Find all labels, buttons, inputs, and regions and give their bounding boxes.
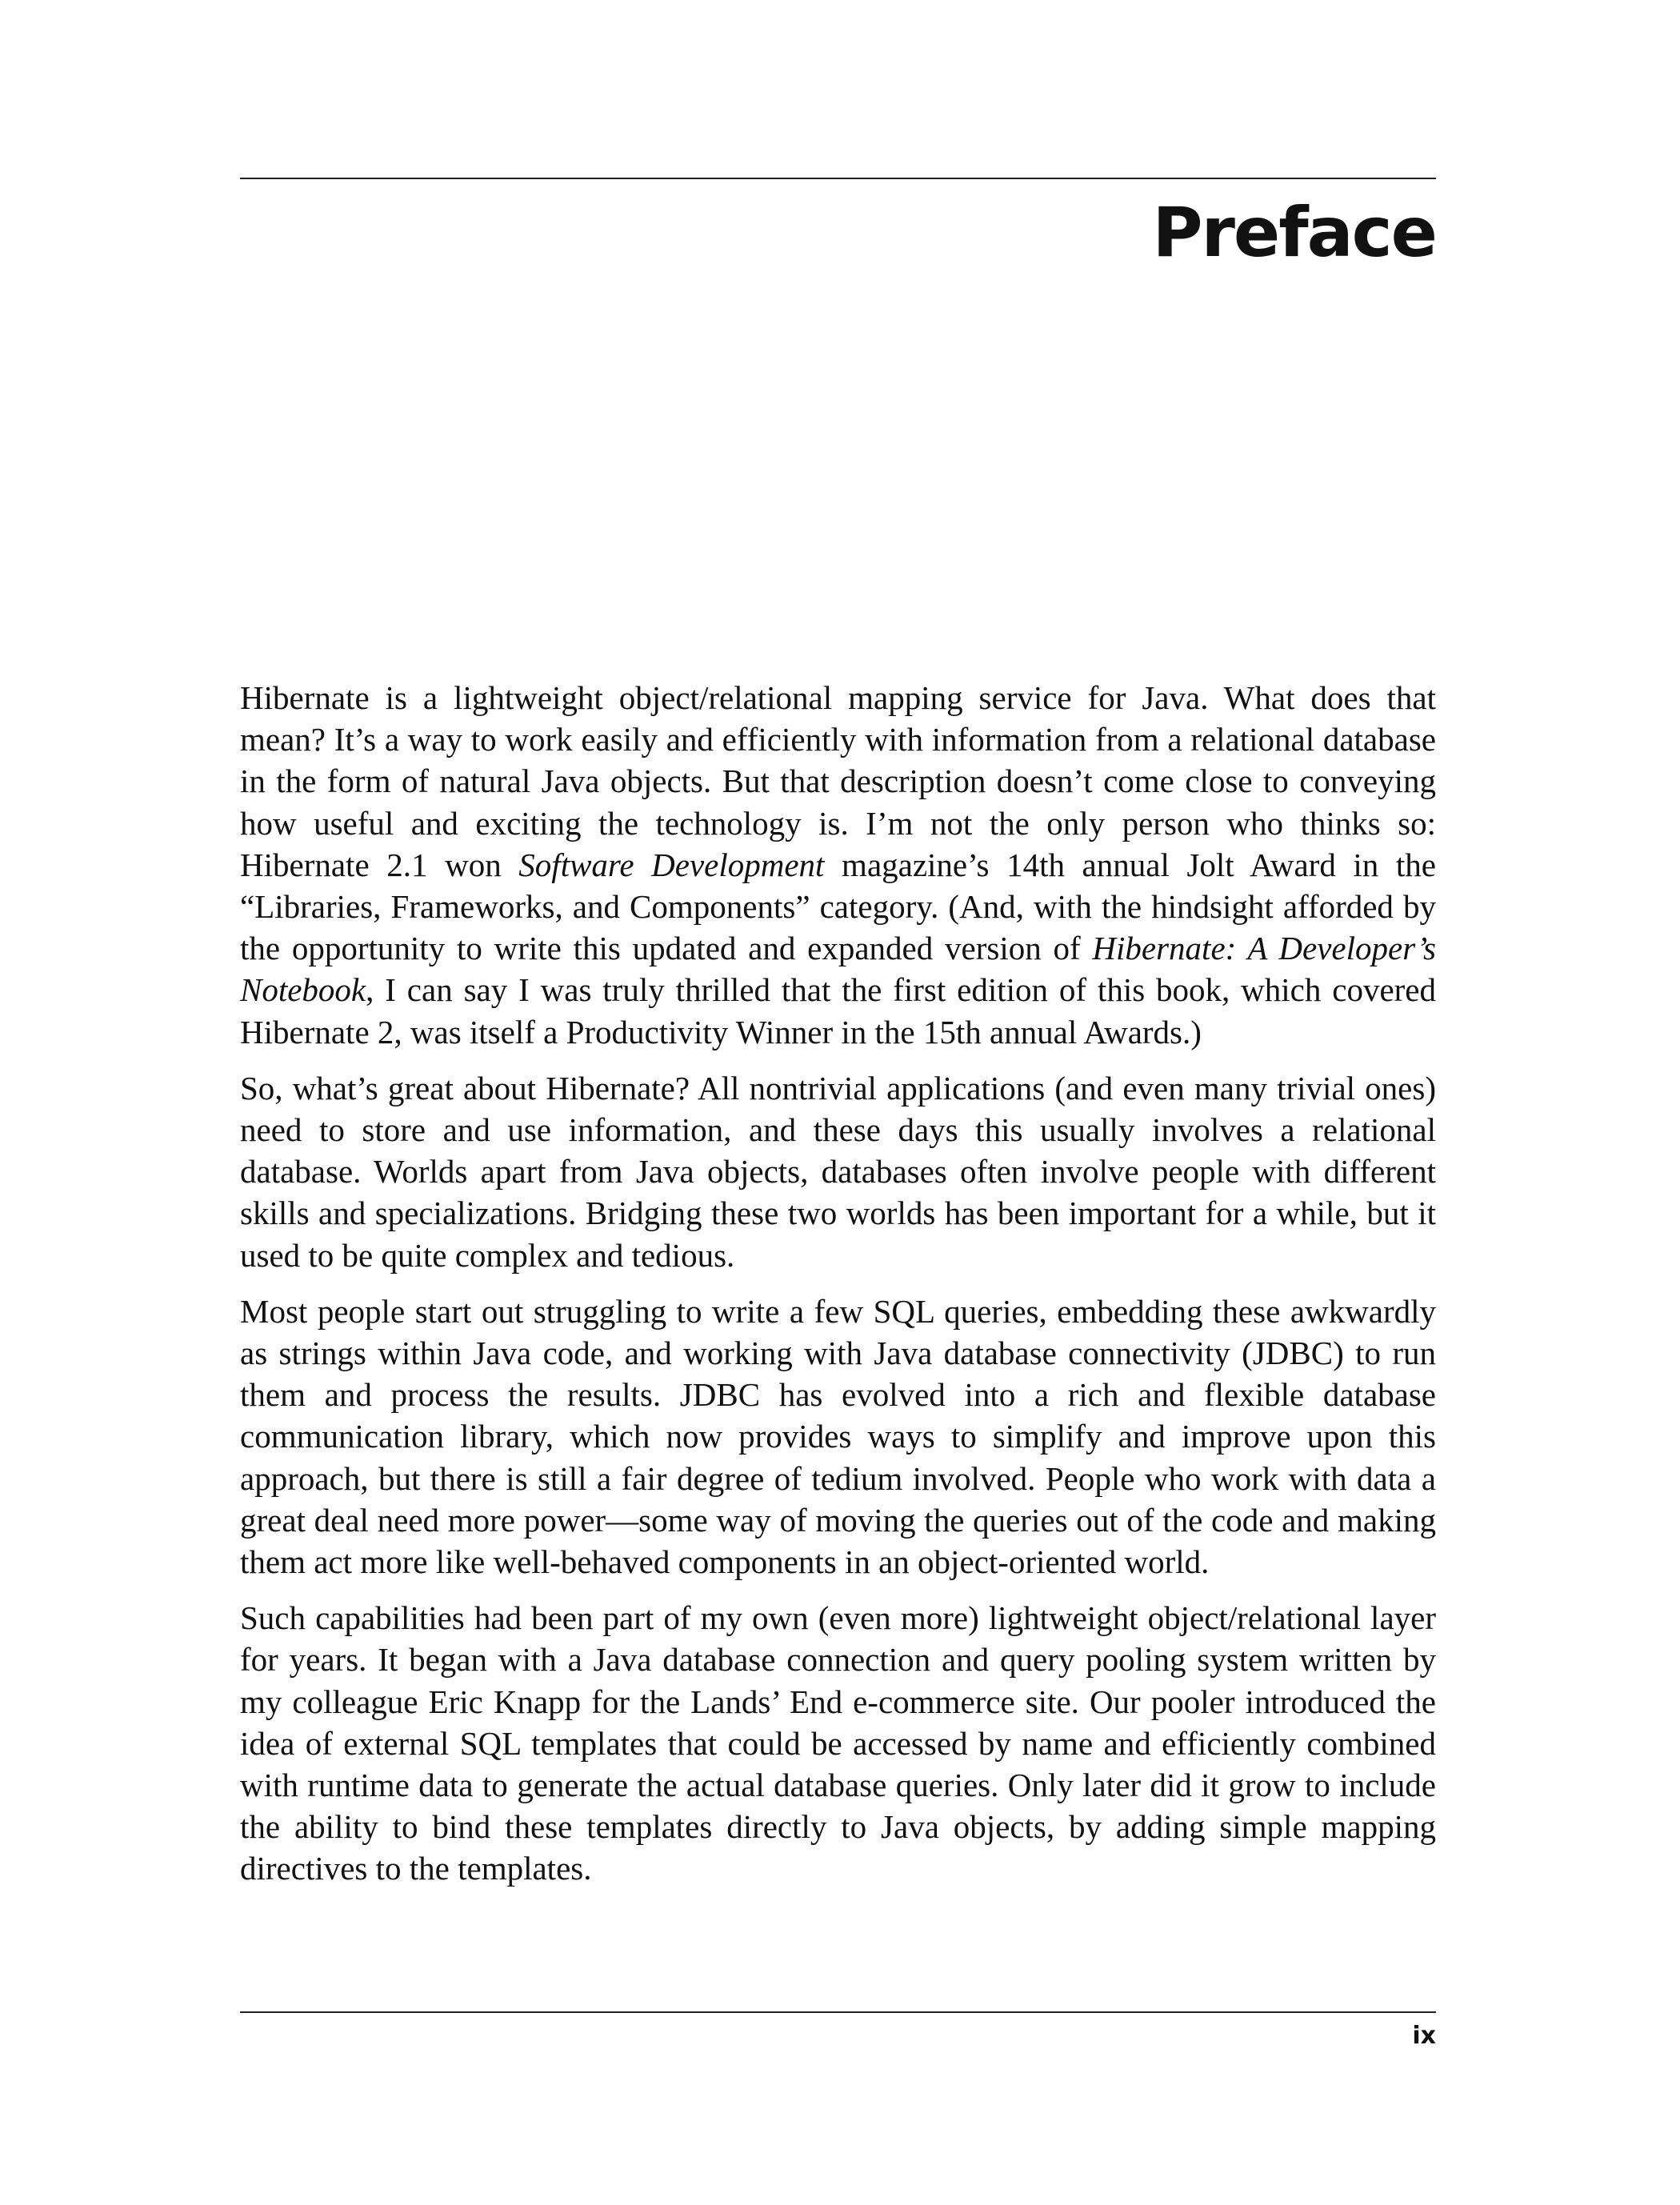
paragraph-text: So, what’s great about Hibernate? All nontrivial applications (and even many trivial ones) need to store and use information, and these days this usually involves a relational database. Worlds apart from Java objects, databases often involve people with different skills and specializations. Bridging these two worlds has been important for a while, but it used to be quite complex and tedious. <box>240 1069 1436 1274</box>
page-title: Preface <box>1152 193 1436 273</box>
paragraph-text: magazine’s 14th annual Jolt Award in the “Libraries, Frameworks, and Components” category. (And, with the hindsight afforded by the opportunity to write this updated and expanded version of <box>240 846 1436 967</box>
paragraph-text: Hibernate is a lightweight object/relational mapping service for Java. What does that mean? It’s a way to work easily and efficiently with information from a relational database in the form of natural Java objects. But that description doesn’t come close to conveying how useful and exciting the technology is. I’m not the only person who thinks so: Hibernate 2.1 won <box>240 679 1436 883</box>
paragraph-text: , I can say I was truly thrilled that the first edition of this book, which covered Hibernate 2, was itself a Productivity Winner in the 15th annual Awards.) <box>240 971 1436 1050</box>
paragraph-text: Such capabilities had been part of my own (even more) lightweight object/relational layer for years. It began with a Java database connection and query pooling system written by my colleague Eric Knapp for the Lands’ End e-commerce site. Our pooler introduced the idea of external SQL templates that could be accessed by name and efficiently combined with runtime data to generate the actual database queries. Only later did it grow to include the ability to bind these templates directly to Java objects, by adding simple mapping directives to the templates. <box>240 1599 1436 1887</box>
italic-title-text: Software Development <box>518 846 825 883</box>
page-number: ix <box>1412 2022 1436 2050</box>
header-rule <box>240 178 1436 179</box>
paragraph <box>240 1597 1436 1889</box>
paragraph-text: Most people start out struggling to write a few SQL queries, embedding these awkwardly as strings within Java code, and working with Java database connectivity (JDBC) to run them and process the results. JDBC has evolved into a rich and flexible database communication library, which now provides ways to simplify and improve upon this approach, but there is still a fair degree of tedium involved. People who work with data a great deal need more power—some way of moving the queries out of the code and making them act more like well-behaved components in an object-oriented world. <box>240 1292 1436 1581</box>
footer-rule <box>240 2011 1436 2013</box>
paragraph <box>240 1291 1436 1583</box>
paragraph <box>240 677 1436 1053</box>
italic-title-text: Hibernate: A Developer’s Notebook <box>240 930 1436 1009</box>
preface-body <box>240 677 1436 1904</box>
paragraph <box>240 1067 1436 1276</box>
